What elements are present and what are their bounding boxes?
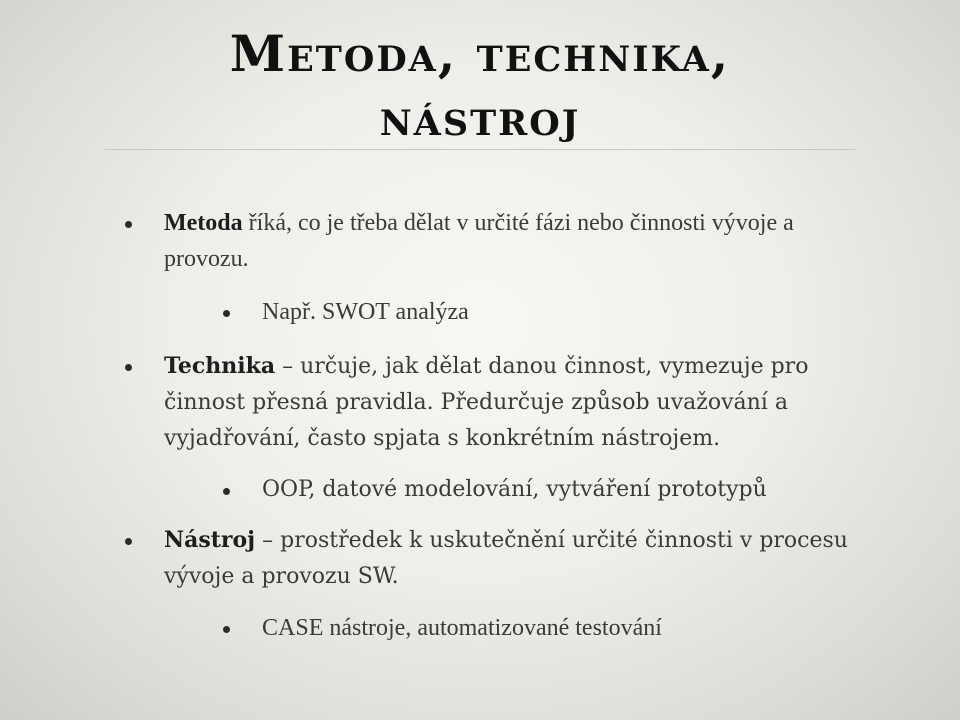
term-technika: Technika bbox=[164, 353, 276, 379]
slide-title-line-1: Metoda, technika, bbox=[229, 24, 731, 83]
list-item-metoda bbox=[164, 205, 884, 277]
bullet-icon bbox=[223, 626, 230, 633]
list-item-technika bbox=[164, 348, 884, 457]
term-nastroj: Nástroj bbox=[164, 527, 256, 553]
title-divider bbox=[105, 149, 855, 150]
bullet-icon bbox=[223, 310, 230, 317]
list-item-nastroj bbox=[164, 522, 884, 595]
item-text: – prostředek k uskutečnění určité činnosti v procesu vývoje a provozu SW. bbox=[164, 528, 848, 589]
item-text: OOP, datové modelování, vytváření prototypů bbox=[262, 477, 767, 502]
bullet-icon bbox=[125, 221, 132, 228]
bullet-icon bbox=[223, 488, 230, 495]
item-text: Např. SWOT analýza bbox=[262, 299, 469, 325]
bullet-icon bbox=[125, 538, 132, 545]
item-text: – určuje, jak dělat danou činnost, vymezuje pro činnost přesná pravidla. Předurčuje způsob uvažování a vyjadřování, často spjata s konkrétním nástrojem. bbox=[164, 354, 809, 451]
slide-title bbox=[0, 22, 960, 150]
slide-title-line-2: nástroj bbox=[379, 88, 581, 147]
term-metoda: Metoda bbox=[164, 210, 243, 236]
item-text: říká, co je třeba dělat v určité fázi nebo činnosti vývoje a provozu. bbox=[164, 210, 794, 272]
list-item-swot bbox=[262, 294, 902, 330]
bullet-icon bbox=[125, 364, 132, 371]
item-text: CASE nástroje, automatizované testování bbox=[262, 615, 662, 641]
list-item-case bbox=[262, 610, 902, 646]
list-item-oop bbox=[262, 472, 902, 508]
